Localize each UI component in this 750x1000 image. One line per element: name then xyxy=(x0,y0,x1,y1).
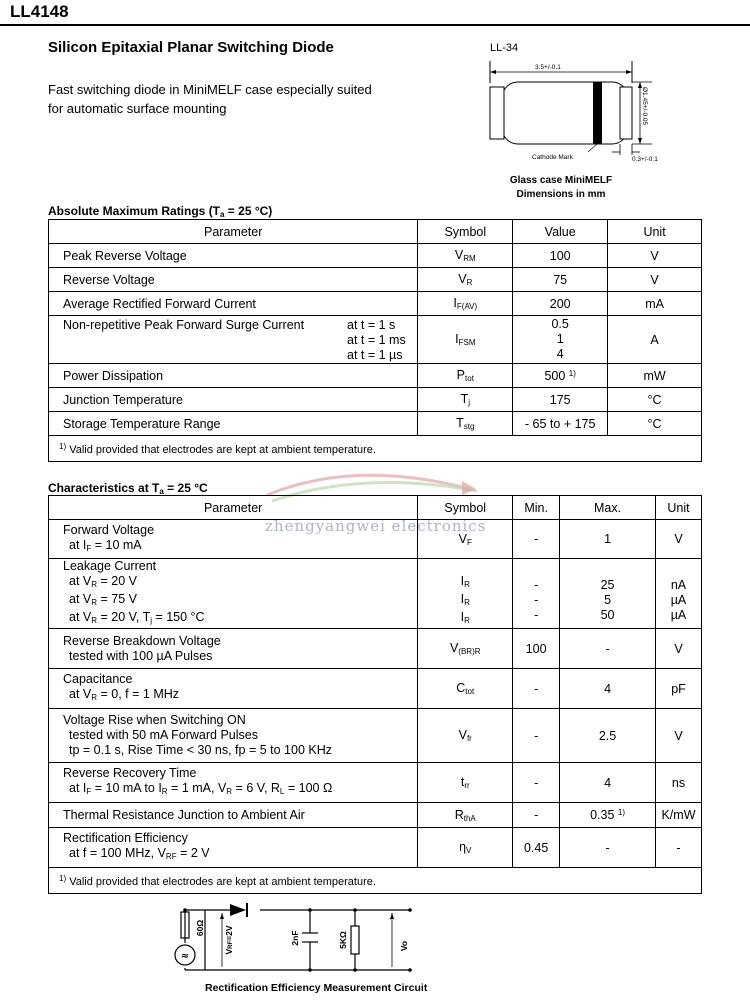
symbol-cell: $R_{thA}$ xyxy=(418,803,513,828)
param-cell: Leakage Current at $V_R = 20$ V at $V_R = 75$ V at $V_R = 20$ V, $T_j = 150$ °C xyxy=(49,559,418,629)
symbol-cell: $I_{F(AV)}$ xyxy=(418,292,513,316)
col-header: Min. xyxy=(513,496,560,520)
load-resistor-label: 5KΩ xyxy=(338,931,348,949)
value-cell: 500 $^{1)}$ xyxy=(513,364,608,388)
unit-cell: V xyxy=(655,709,701,763)
dim-length: 3.5+/-0.1 xyxy=(535,64,561,71)
param-cell: Junction Temperature xyxy=(49,388,418,412)
table-row xyxy=(49,412,702,436)
symbol-cell: $\eta_V$ xyxy=(418,828,513,868)
table-row xyxy=(49,388,702,412)
abs-max-heading: Absolute Maximum Ratings ($T_a = 25$ °C) xyxy=(48,204,273,219)
col-header: Unit xyxy=(655,496,701,520)
circuit-caption: Rectification Efficiency Measurement Circuit xyxy=(205,982,428,994)
symbol-cell: $T_{stg}$ xyxy=(418,412,513,436)
param-cell: Non-repetitive Peak Forward Surge Current at t = 1 s at t = 1 ms at t = 1 µs xyxy=(49,316,418,364)
param-cell: Reverse Voltage xyxy=(49,268,418,292)
dim-diameter: Ø1.45+/-0.05 xyxy=(641,87,648,126)
table-note-row xyxy=(49,436,702,462)
table-header-row xyxy=(49,496,702,520)
symbol-cell: $V_{RM}$ xyxy=(418,244,513,268)
characteristics-heading: Characteristics at $T_a = 25$ °C xyxy=(48,481,208,496)
unit-cell: ns xyxy=(655,763,701,803)
table-row xyxy=(49,364,702,388)
table-row xyxy=(49,244,702,268)
min-cell: - xyxy=(513,520,560,559)
col-header: Max. xyxy=(560,496,656,520)
table-row xyxy=(49,268,702,292)
col-header: Unit xyxy=(608,220,702,244)
param-cell: Forward Voltage at $I_F = 10$ mA xyxy=(49,520,418,559)
symbol-cell: $P_{tot}$ xyxy=(418,364,513,388)
value-cell: 0.5 1 4 xyxy=(513,316,608,364)
table-note-row xyxy=(49,868,702,894)
param-cell: Power Dissipation xyxy=(49,364,418,388)
description-line-2: for automatic surface mounting xyxy=(48,101,227,116)
abs-max-table xyxy=(48,219,702,462)
table-row xyxy=(49,803,702,828)
unit-cell: V xyxy=(608,244,702,268)
col-header: Symbol xyxy=(418,496,513,520)
param-cell: Voltage Rise when Switching ON tested with 50 mA Forward Pulses tp = 0.1 s, Rise Time < 30 ns, fp = 5 to 100 KHz xyxy=(49,709,418,763)
characteristics-table xyxy=(48,495,702,894)
param-cell: Peak Reverse Voltage xyxy=(49,244,418,268)
table-row xyxy=(49,669,702,709)
value-cell: 75 xyxy=(513,268,608,292)
package-drawing xyxy=(480,55,680,170)
param-cell: Capacitance at $V_R = 0$, f = 1 MHz xyxy=(49,669,418,709)
symbol-cell: $C_{tot}$ xyxy=(418,669,513,709)
vrf-label: VRF=2V xyxy=(224,925,234,955)
value-cell: 175 xyxy=(513,388,608,412)
unit-cell: mW xyxy=(608,364,702,388)
package-caption-1: Glass case MiniMELF xyxy=(509,175,613,186)
capacitor-label: 2nF xyxy=(290,930,300,946)
min-cell: - xyxy=(513,803,560,828)
unit-cell: V xyxy=(655,629,701,669)
dim-cap: 0.3+/-0.1 xyxy=(632,156,658,163)
min-cell: 100 xyxy=(513,629,560,669)
description-line-1: Fast switching diode in MiniMELF case especially suited xyxy=(48,82,372,97)
value-cell: 200 xyxy=(513,292,608,316)
param-cell: Rectification Efficiency at f = 100 MHz, $V_{RF} = 2$ V xyxy=(49,828,418,868)
min-cell: 0.45 xyxy=(513,828,560,868)
table-row-surge xyxy=(49,316,702,364)
unit-cell: - xyxy=(655,828,701,868)
package-name: LL-34 xyxy=(490,42,519,54)
max-cell: 0.35 $^{1)}$ xyxy=(560,803,656,828)
unit-cell: A xyxy=(608,316,702,364)
package-caption xyxy=(476,174,646,202)
table-row xyxy=(49,292,702,316)
table-row xyxy=(49,709,702,763)
symbol-cell: $V_{(BR)R}$ xyxy=(418,629,513,669)
max-cell: 1 xyxy=(560,520,656,559)
max-cell: - xyxy=(560,629,656,669)
max-cell: 4 xyxy=(560,763,656,803)
param-cell: Reverse Recovery Time at $I_F = 10$ mA to $I_R = 1$ mA, $V_R = 6$ V, $R_L = 100$ Ω xyxy=(49,763,418,803)
cathode-mark-label: Cathode Mark xyxy=(532,154,573,161)
col-header: Symbol xyxy=(418,220,513,244)
max-cell: 4 xyxy=(560,669,656,709)
symbol-cell: $I_R$ $I_R$ $I_R$ xyxy=(418,559,513,629)
symbol-cell: $T_j$ xyxy=(418,388,513,412)
page-subtitle: Silicon Epitaxial Planar Switching Diode xyxy=(48,39,334,56)
unit-cell: nA µA µA xyxy=(655,559,701,629)
surge-cond-2: at t = 1 ms xyxy=(347,333,406,347)
part-number: LL4148 xyxy=(10,2,69,21)
watermark-text: zhengyangwei electronics xyxy=(265,517,487,535)
max-cell: 25 5 50 xyxy=(560,559,656,629)
symbol-cell: $t_{rr}$ xyxy=(418,763,513,803)
symbol-cell: $V_{fr}$ xyxy=(418,709,513,763)
table-header-row xyxy=(49,220,702,244)
min-cell: - - - xyxy=(513,559,560,629)
table-row xyxy=(49,559,702,629)
unit-cell: V xyxy=(655,520,701,559)
ac-source-icon: ≈ xyxy=(180,951,190,962)
param-cell: Storage Temperature Range xyxy=(49,412,418,436)
col-header: Parameter xyxy=(49,220,418,244)
symbol-cell: $V_R$ xyxy=(418,268,513,292)
symbol-cell: $I_{FSM}$ xyxy=(418,316,513,364)
min-cell: - xyxy=(513,709,560,763)
package-caption-2: Dimensions in mm xyxy=(516,189,606,200)
symbol-cell: $V_F$ xyxy=(418,520,513,559)
source-resistor-label: 60Ω xyxy=(195,919,205,937)
value-cell: - 65 to + 175 xyxy=(513,412,608,436)
unit-cell: K/mW xyxy=(655,803,701,828)
param-cell: Reverse Breakdown Voltage tested with 100 µA Pulses xyxy=(49,629,418,669)
unit-cell: V xyxy=(608,268,702,292)
unit-cell: °C xyxy=(608,412,702,436)
table-row xyxy=(49,629,702,669)
surge-cond-3: at t = 1 µs xyxy=(347,348,403,362)
unit-cell: pF xyxy=(655,669,701,709)
table-row xyxy=(49,763,702,803)
table-row xyxy=(49,828,702,868)
footnote: $^{1)}$ Valid provided that electrodes are kept at ambient temperature. xyxy=(49,868,702,894)
output-label: Vo xyxy=(399,940,409,952)
header-rule xyxy=(0,24,750,26)
value-cell: 100 xyxy=(513,244,608,268)
param-cell: Thermal Resistance Junction to Ambient Air xyxy=(49,803,418,828)
param-cell: Average Rectified Forward Current xyxy=(49,292,418,316)
max-cell: 2.5 xyxy=(560,709,656,763)
description xyxy=(48,80,408,118)
min-cell: - xyxy=(513,763,560,803)
unit-cell: °C xyxy=(608,388,702,412)
footnote: $^{1)}$ Valid provided that electrodes are kept at ambient temperature. xyxy=(49,436,702,462)
min-cell: - xyxy=(513,669,560,709)
measurement-circuit xyxy=(170,898,430,980)
max-cell: - xyxy=(560,828,656,868)
col-header: Value xyxy=(513,220,608,244)
table-row xyxy=(49,520,702,559)
unit-cell: mA xyxy=(608,292,702,316)
surge-cond-1: at t = 1 s xyxy=(347,318,396,332)
col-header: Parameter xyxy=(49,496,418,520)
